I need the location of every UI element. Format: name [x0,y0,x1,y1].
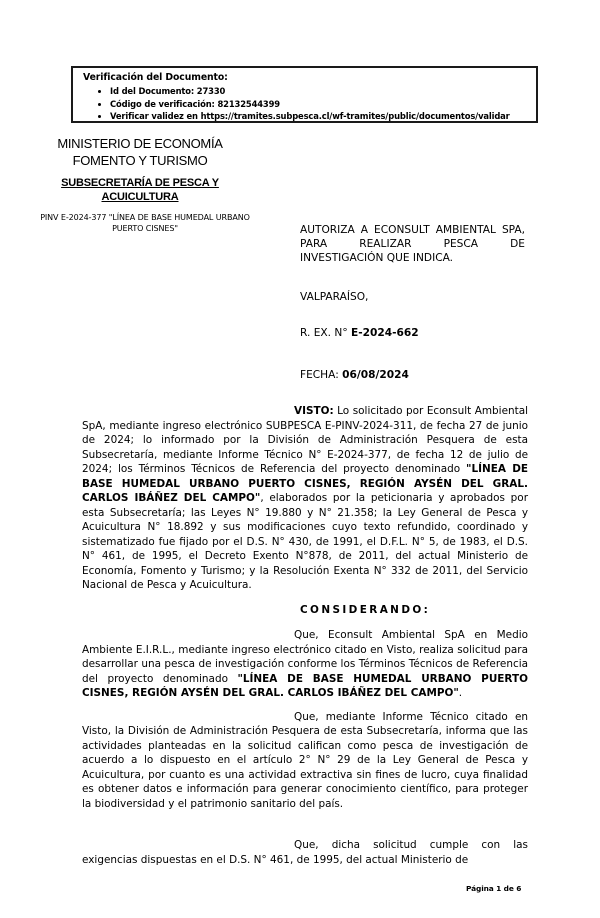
project-reference: PINV E-2024-377 "LÍNEA DE BASE HUMEDAL URBANO PUERTO CISNES" [40,213,250,233]
paragraph1-text-1: Que, Econsult Ambiental SpA en Medio Ambiente E.I.R.L., mediante ingreso electrónico citado en Visto, realiza solicitud para desarrollar una pesca de investigación conforme los Términos Técnicos de Referencia del proyecto denominado [82,629,528,685]
visto-text-1: Lo solicitado por Econsult Ambiental SpA, mediante ingreso electrónico SUBPESCA E-PINV-2024-311, de fecha 27 de junio de 2024; lo informado por la División de Administración Pesquera de esta Subsecretaría, mediante Informe Técnico N° E-2024-377, de fecha 12 de julio de 2024; los Términos Técnicos de Referencia del proyecto denominado [82,405,528,475]
verification-item-url: • Verificar validez en https://tramites.subpesca.cl/wf-tramites/public/documentos/validar [110,110,532,123]
resolution-subject: AUTORIZA A ECONSULT AMBIENTAL SPA, PARA REALIZAR PESCA DE INVESTIGACIÓN QUE INDICA. [300,224,525,265]
page-number: Página 1 de 6 [466,884,522,893]
considerando-heading: CONSIDERANDO: [300,603,431,616]
ministry-line-1: MINISTERIO DE ECONOMÍA [57,136,223,151]
resolution-number-value: E-2024-662 [351,327,419,339]
visto-paragraph [82,404,528,593]
verification-list [83,85,532,123]
considerando-paragraph-1 [82,628,528,701]
resolution-number-label: R. EX. N° [300,327,351,339]
considerando-paragraph-3: Que, dicha solicitud cumple con las exigencias dispuestas en el D.S. N° 461, de 1995, del actual Ministerio de [82,839,528,866]
document-body [82,404,528,876]
resolution-date-line [300,369,409,381]
verification-box [71,66,538,123]
verification-item-document-id: • Id del Documento: 27330 [110,85,532,98]
visto-label: VISTO: [294,405,334,417]
city-line: VALPARAÍSO, [300,291,369,303]
paragraph1-text-2: . [458,687,463,699]
considerando-paragraph-2: Que, mediante Informe Técnico citado en Visto, la División de Administración Pesquera de esta Subsecretaría, informa que las actividades planteadas en la solicitud califican como pesca de investigación de acuerdo a lo dispuesto en el artículo 2° N° 29 de la Ley General de Pesca y Acuicultura, por cuanto es una actividad extractiva sin fines de lucro, cuya finalidad es obtener datos e información para generar conocimiento científico, para proteger la biodiversidad y el patrimonio sanitario del país. [82,710,528,810]
paragraph1-project-name: "LÍNEA DE BASE HUMEDAL URBANO PUERTO CISNES, REGIÓN AYSÉN DEL GRAL. CARLOS IBÁÑEZ DEL CAMPO" [82,672,528,699]
verification-item-code: • Código de verificación: 82132544399 [110,98,532,111]
visto-project-name: "LÍNEA DE BASE HUMEDAL URBANO PUERTO CISNES, REGIÓN AYSÉN DEL GRAL. CARLOS IBÁÑEZ DEL CAMPO" [82,463,528,504]
verification-title: Verificación del Documento: [83,72,228,83]
resolution-number-line [300,327,419,339]
ministry-line-2: FOMENTO Y TURISMO [72,152,208,168]
date-value: 06/08/2024 [342,369,409,381]
ministry-name [30,136,250,169]
date-label: FECHA: [300,369,343,381]
visto-text-2: , elaborados por la peticionaria y aprobados por esta Subsecretaría; las Leyes N° 19.880 y N° 21.358; la Ley General de Pesca y Acuicultura N° 18.892 y sus modificaciones cuyo texto refundido, coordinado y sistematizado fue fijado por el D.S. N° 430, de 1991, el D.F.L. N° 5, de 1983, el D.S. N° 461, de 1995, el Decreto Exento N°878, de 2011, del actual Ministerio de Economía, Fomento y Turismo; y la Resolución Exenta N° 332 de 2011, del Servicio Nacional de Pesca y Acuicultura. [82,492,528,591]
letterhead [30,136,250,234]
department-name: SUBSECRETARÍA DE PESCA Y ACUICULTURA [61,177,219,203]
